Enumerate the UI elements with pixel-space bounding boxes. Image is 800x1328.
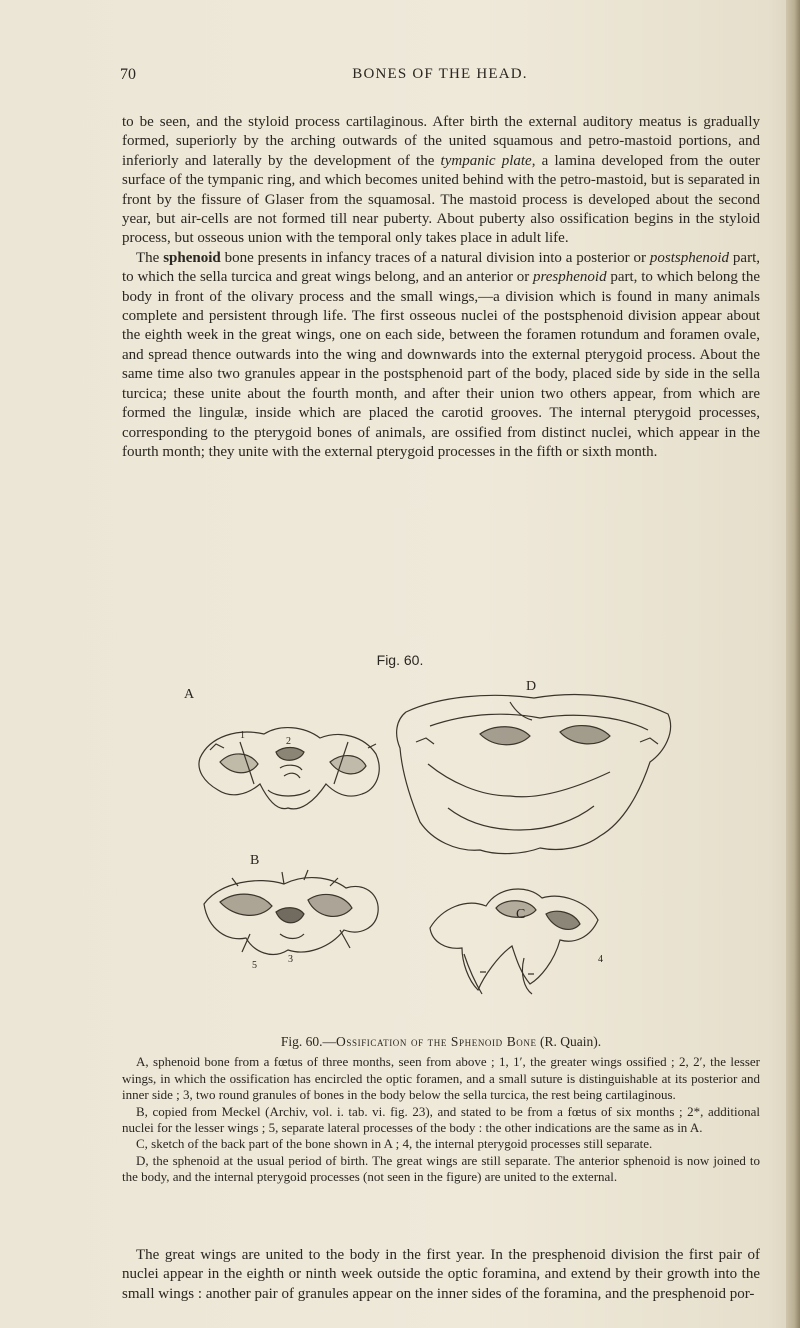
figure-label-3: 3 [288, 954, 293, 965]
figure-illustration [180, 672, 700, 1024]
term-postsphenoid: postsphenoid [649, 249, 730, 266]
body-text-continued [122, 1246, 760, 1304]
drawing-d [397, 695, 671, 854]
caption-c: C, sketch of the back part of the bone shown in A ; 4, the internal pterygoid processes still separate. [136, 1136, 653, 1152]
figure-label-2: 2 [286, 736, 291, 747]
paragraph-great-wings: The great wings are united to the body in the first year. In the presphenoid division the first pair of nuclei appear in the eighth or ninth week outside the optic foramina, and extend by their growth into the small wings : another pair of granules appear on the inner sides of the foramina, and the presphenoid por- [122, 1247, 760, 1302]
term-presphenoid: presphenoid [532, 269, 607, 286]
figure-title: Fig. 60. [376, 652, 424, 668]
caption-heading: Fig. 60.—Ossification of the Sphenoid Bone (R. Quain). [280, 1034, 602, 1049]
figure-label-b: B [250, 853, 260, 868]
figure-label-1: 1 [240, 730, 245, 741]
drawing-b [204, 870, 378, 954]
body-text [122, 113, 760, 462]
running-head: BONES OF THE HEAD. [352, 66, 528, 82]
figure-caption [122, 1034, 760, 1186]
figure-label-c: C [516, 907, 526, 922]
term-sphenoid: sphenoid [163, 249, 221, 266]
paragraph-sphenoid: The sphenoid bone presents in infancy traces of a natural division into a posterior or postsphenoid part, to which the sella turcica and great wings belong, and an anterior or presphenoid part, to which belong the body in front of the olivary process and the small wings,—a division which is found in many animals complete and persistent through life. The first osseous nuclei of the postsphenoid division appear about the eighth week in the great wings, one on each side, between the foramen rotundum and foramen ovale, and spread thence outwards into the wing and downwards into the external pterygoid process. About the same time also two granules appear in the postsphenoid part of the body, placed side by side in the sella turcica; these unite about the fourth month, and after their union two others appear, from which are formed the lingulæ, inside which are placed the carotid grooves. The internal pterygoid processes, corresponding to the pterygoid bones of animals, are ossified from distinct nuclei, which appear in the fourth month; they unite with the external pterygoid processes in the fifth or sixth month. [122, 249, 760, 460]
caption-a: A, sphenoid bone from a fœtus of three months, seen from above ; 1, 1′, the greater wings ossified ; 2, 2′, the lesser wings, in which the ossification has encircled the optic foramen, and a small suture is distinguishable at its posterior and inner side ; 3, two round granules of bones in the body below the sella turcica, the rest being cartilaginous. [122, 1054, 760, 1103]
paragraph-temporal: to be seen, and the styloid process cartilaginous. After birth the external auditory meatus is gradually formed, superiorly by the arching outwards of the united squamous and petro-mastoid portions, and inferiorly and laterally by the development of the tympanic plate, a lamina developed from the outer surface of the tympanic ring, and which becomes united behind with the petro-mastoid, but is separated in front by the fissure of Glaser from the squamosal. The mastoid process is developed about the second year, but air-cells are not formed till near puberty. About puberty also ossification begins in the styloid process, but osseous union with the temporal only takes place in adult life. [122, 114, 761, 247]
page-number: 70 [120, 66, 136, 83]
figure-label-a: A [184, 687, 195, 702]
figure-label-5: 5 [252, 960, 257, 971]
term-tympanic-plate: tympanic plate [440, 152, 532, 169]
caption-b: B, copied from Meckel (Archiv, vol. i. tab. vi. fig. 23), and stated to be from a fœtus of six months ; 2*, additional nuclei for the lesser wings ; 5, separate lateral processes of the body : the other indications are the same as in A. [122, 1103, 760, 1136]
figure-sphenoid-ossification [180, 672, 700, 1024]
drawing-c [430, 889, 598, 994]
caption-d: D, the sphenoid at the usual period of birth. The great wings are still separate. The anterior sphenoid is now joined to the body, and the internal pterygoid processes (not seen in the figure) are united to the external. [122, 1152, 760, 1185]
page-header [120, 66, 760, 90]
figure-label-d: D [526, 679, 537, 694]
figure-label-4: 4 [598, 954, 603, 965]
